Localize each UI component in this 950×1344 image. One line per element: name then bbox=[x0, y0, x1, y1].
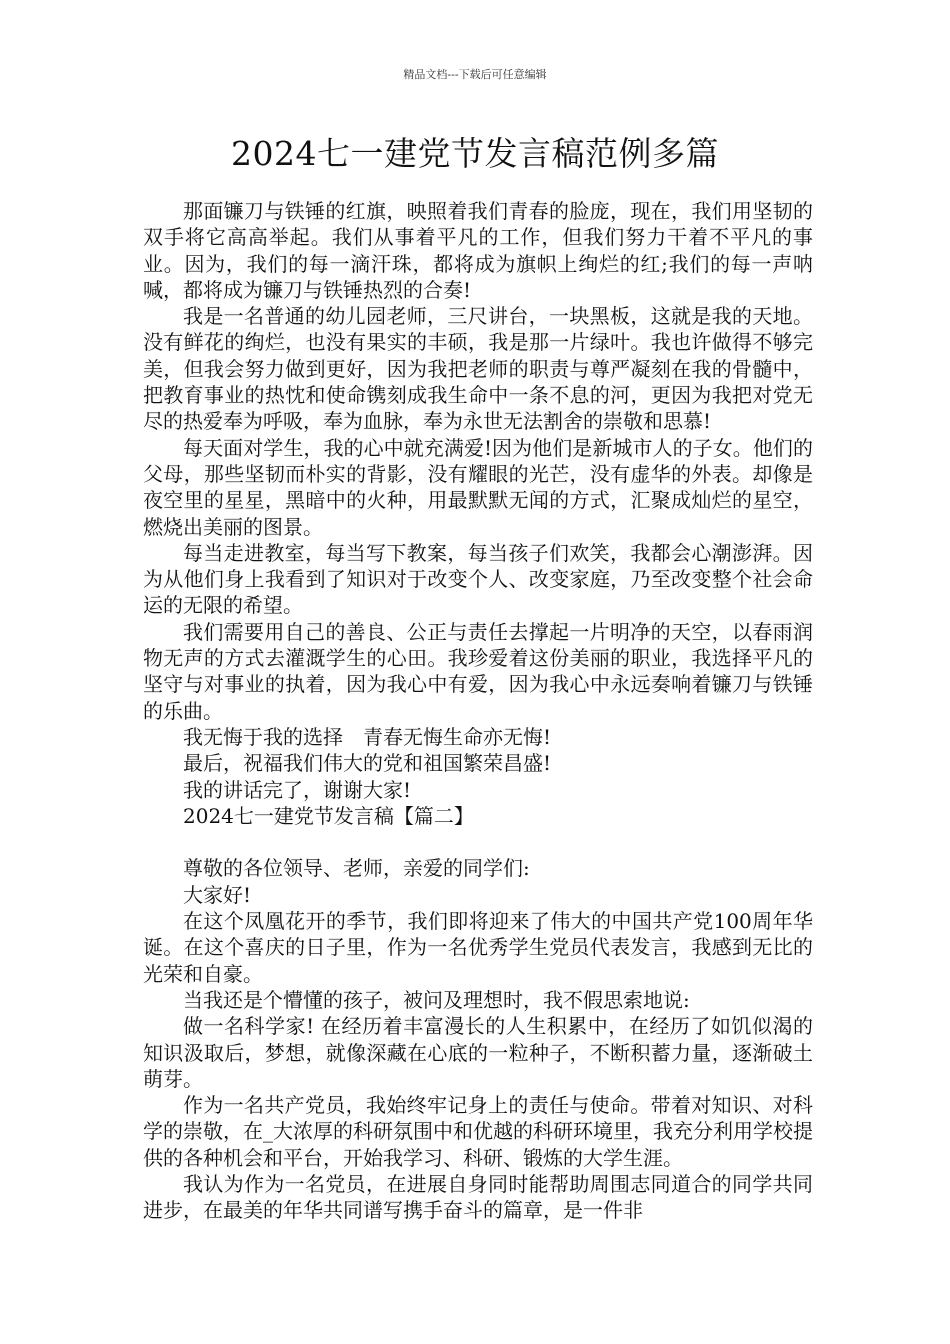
document-body bbox=[143, 198, 813, 1224]
paragraph: 最后，祝福我们伟大的党和祖国繁荣昌盛! bbox=[183, 751, 552, 776]
paragraph: 作为一名共产党员，我始终牢记身上的责任与使命。带着对知识、对科学的崇敬，在_大浓厚的科研氛围中和优越的科研环境里，我充分利用学校提供的各种机会和平台，开始我学习、科研、锻炼的大学生涯。 bbox=[143, 1093, 813, 1170]
paragraph: 在这个凤凰花开的季节，我们即将迎来了伟大的中国共产党100周年华诞。在这个喜庆的日子里，作为一名优秀学生党员代表发言，我感到无比的光荣和自豪。 bbox=[143, 909, 813, 986]
salutation: 尊敬的各位领导、老师，亲爱的同学们: bbox=[183, 856, 530, 881]
paragraph: 我无悔于我的选择 青春无悔生命亦无悔! bbox=[183, 724, 552, 749]
paragraph: 每当走进教室，每当写下教案，每当孩子们欢笑，我都会心潮澎湃。因为从他们身上我看到了知识对于改变个人、改变家庭，乃至改变整个社会命运的无限的希望。 bbox=[143, 540, 813, 618]
paragraph: 当我还是个懵懂的孩子，被问及理想时，我不假思索地说: bbox=[183, 987, 690, 1012]
paragraph: 每天面对学生，我的心中就充满爱!因为他们是新城市人的子女。他们的父母，那些坚韧而朴实的背影，没有耀眼的光芒，没有虚华的外表。却像是夜空里的星星，黑暗中的火种，用最默默无闻的方式，汇聚成灿烂的星空，燃烧出美丽的图景。 bbox=[143, 435, 813, 539]
paragraph: 我认为作为一名党员，在进展自身同时能帮助周围志同道合的同学共同进步，在最美的年华共同谱写携手奋斗的篇章，是一件非 bbox=[143, 1171, 813, 1223]
document-title: 2024七一建党节发言稿范例多篇 bbox=[231, 134, 719, 173]
paragraph: 我的讲话完了，谢谢大家! bbox=[183, 777, 412, 802]
header-note: 精品文档---下载后可任意编辑 bbox=[403, 68, 547, 81]
blank-line bbox=[143, 829, 813, 855]
greeting: 大家好! bbox=[183, 882, 252, 907]
section-heading: 2024七一建党节发言稿【篇二】 bbox=[183, 803, 474, 828]
paragraph: 我们需要用自己的善良、公正与责任去撑起一片明净的天空，以春雨润物无声的方式去灌溉学生的心田。我珍爱着这份美丽的职业，我选择平凡的坚守与对事业的执着，因为我心中有爱，因为我心中永远奏响着镰刀与铁锤的乐曲。 bbox=[143, 619, 813, 723]
paragraph: 那面镰刀与铁锤的红旗，映照着我们青春的脸庞，现在，我们用坚韧的双手将它高高举起。我们从事着平凡的工作，但我们努力干着不平凡的事业。因为，我们的每一滴汗珠，都将成为旗帜上绚烂的红;我们的每一声呐喊，都将成为镰刀与铁锤热烈的合奏! bbox=[143, 199, 813, 302]
paragraph: 我是一名普通的幼儿园老师，三尺讲台，一块黑板，这就是我的天地。没有鲜花的绚烂，也没有果实的丰硕，我是那一片绿叶。我也许做得不够完美，但我会努力做到更好，因为我把老师的职责与尊严凝刻在我的骨髓中，把教育事业的热忱和使命镌刻成我生命中一条不息的河，更因为我把对党无尽的热爱奉为呼吸，奉为血脉，奉为永世无法割舍的崇敬和思慕! bbox=[143, 304, 813, 434]
paragraph: 做一名科学家! 在经历着丰富漫长的人生积累中，在经历了如饥似渴的知识汲取后，梦想，就像深藏在心底的一粒种子，不断积蓄力量，逐渐破土萌芽。 bbox=[143, 1014, 813, 1091]
